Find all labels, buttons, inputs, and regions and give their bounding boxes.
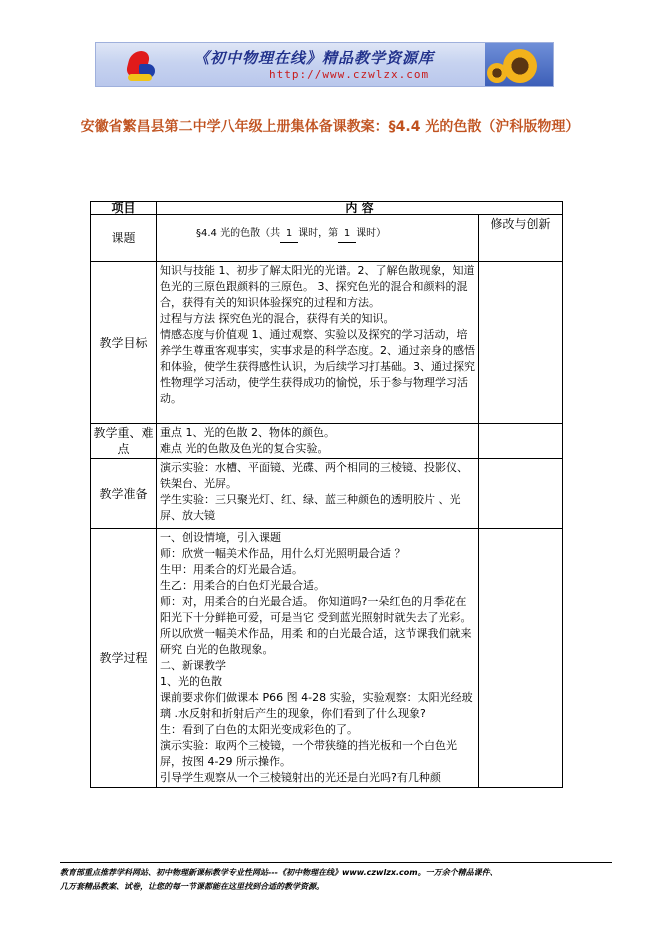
- banner-title: 《初中物理在线》精品教学资源库: [194, 49, 435, 67]
- process-line: 引导学生观察从一个三棱镜射出的光还是白光吗?有几种颜: [160, 771, 441, 784]
- table-row-prep: [91, 459, 563, 529]
- table-row-process: [91, 529, 563, 788]
- footer-line: 教育部重点推荐学科网站、初中物理新课标教学专业性网站---《初中物理在线》www.czwlzx.com。一万余个精品课件、: [60, 868, 498, 877]
- page-title: 安徽省繁昌县第二中学八年级上册集体备课教案：§4.4 光的色散（沪科版物理）: [80, 119, 580, 135]
- footer-divider: [60, 862, 612, 863]
- lesson-plan-table: [90, 201, 563, 788]
- footer-line: 几万套精品教案、试卷，让您的每一节课都能在这里找到合适的教学资源。: [60, 882, 324, 891]
- page-footer: [60, 866, 620, 894]
- revise-cell: [479, 529, 563, 788]
- header-item: 项目: [91, 202, 157, 215]
- prep-line: 学生实验：三只聚光灯、红、绿、蓝三种颜色的透明胶片 、光屏、放大镜: [160, 493, 461, 522]
- topic-cell: [157, 215, 479, 262]
- keypoints-content: [157, 424, 479, 459]
- table-row-topic: [91, 215, 563, 262]
- process-line: 课前要求你们做课本 P66 图 4-28 实验，实验观察：太阳光经玻璃 .水反射和折射后产生的现象，你们看到了什么现象?: [160, 691, 473, 720]
- topic-total: 1: [280, 226, 298, 243]
- row-label-goals: 教学目标: [91, 262, 157, 424]
- keypoints-line: 重点 1、光的色散 2、物体的颜色。: [160, 426, 335, 439]
- topic-index: 1: [338, 226, 356, 243]
- process-line: 师：对，用柔合的白光最合适。 你知道吗?一朵红色的月季花在阳光下十分鲜艳可爱，可是当它 受到蓝光照射时就失去了光彩。 所以欣赏一幅美术作品，用柔 和的白光最合适，这节课我们就来研究 白光的色散现象。: [160, 595, 472, 656]
- goals-line: 知识与技能 1、初步了解太阳光的光谱。2、了解色散现象，知道色光的三原色跟颜料的三原色。 3、探究色光的混合和颜料的混合，获得有关的知识体验探究的过程和方法。: [160, 264, 475, 309]
- revise-cell: [479, 459, 563, 529]
- process-line: 演示实验：取两个三棱镜，一个带狭缝的挡光板和一个白色光屏，按图 4-29 所示操作。: [160, 739, 457, 768]
- site-logo: [124, 48, 160, 84]
- row-label-keypoints: 教学重、难点: [91, 424, 157, 459]
- banner-url[interactable]: http://www.czwlzx.com: [269, 68, 430, 81]
- process-line: 生：看到了白色的太阳光变成彩色的了。: [160, 723, 358, 736]
- row-label-prep: 教学准备: [91, 459, 157, 529]
- keypoints-line: 难点 光的色散及色光的复合实验。: [160, 442, 329, 455]
- goals-line: 过程与方法 探究色光的混合，获得有关的知识。: [160, 312, 395, 325]
- table-row-keypoints: [91, 424, 563, 459]
- prep-line: 演示实验：水槽、平面镜、光碟、两个相同的三棱镜、投影仪、铁架台、光屏。: [160, 461, 468, 490]
- process-line: 一、创设情境，引入课题: [160, 531, 281, 544]
- header-content: 内 容: [157, 202, 563, 215]
- revise-cell: [479, 262, 563, 424]
- revise-column-label: 修改与创新: [479, 215, 563, 262]
- row-label-topic: 课题: [91, 215, 157, 262]
- prep-content: [157, 459, 479, 529]
- process-line: 1、光的色散: [160, 675, 222, 688]
- goals-line: 情感态度与价值观 1、通过观察、实验以及探究的学习活动，培养学生尊重客观事实，实事求是的科学态度。2、通过亲身的感悟和体验，使学生获得感性认识，为后续学习打基础。3、通过探究性物理学习活动，使学生获得成功的愉悦，乐于参与物理学习活动。: [160, 328, 475, 405]
- topic-text: §4.4 光的色散（共 1 课时，第 1 课时）: [160, 216, 475, 243]
- table-row-goals: [91, 262, 563, 424]
- goals-content: [157, 262, 479, 424]
- process-line: 生甲：用柔合的灯光最合适。: [160, 563, 303, 576]
- table-header-row: [91, 202, 563, 215]
- process-line: 生乙：用柔合的白色灯光最合适。: [160, 579, 325, 592]
- row-label-process: 教学过程: [91, 529, 157, 788]
- site-banner: [95, 42, 554, 87]
- process-line: 二、新课教学: [160, 659, 226, 672]
- revise-cell: [479, 424, 563, 459]
- sunflower-image: [485, 43, 553, 86]
- process-line: 师：欣赏一幅美术作品，用什么灯光照明最合适 ？: [160, 547, 406, 560]
- process-content: [157, 529, 479, 788]
